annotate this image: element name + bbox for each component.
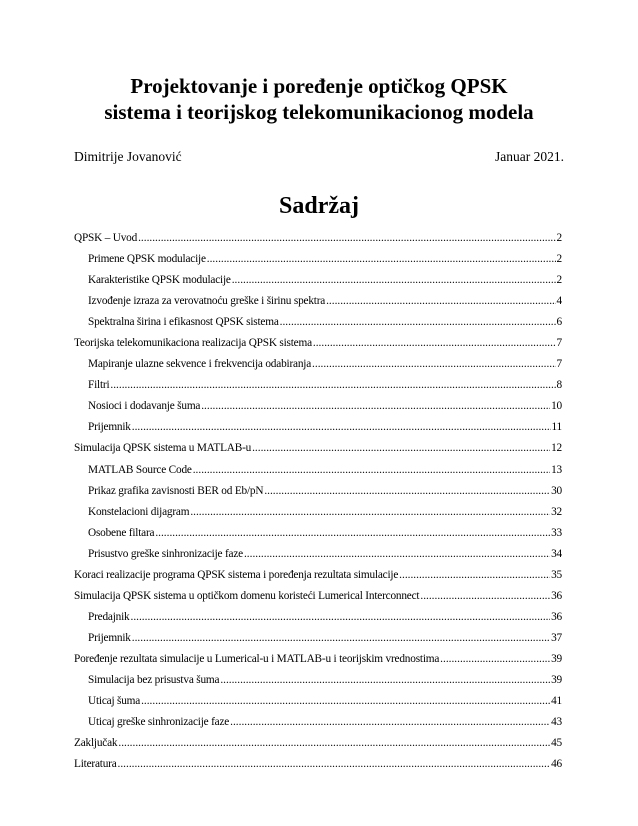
toc-page-number: 2 (556, 253, 562, 266)
dot-leader (131, 611, 551, 623)
toc-entry-title: Koraci realizacije programa QPSK sistema i poređenja rezultata simulacije (74, 568, 399, 581)
toc-subentry[interactable] (74, 695, 562, 716)
document-title (40, 73, 598, 125)
toc-entry-title: Karakteristike QPSK modulacije (88, 274, 231, 287)
toc-subentry[interactable] (74, 295, 562, 316)
toc-entry[interactable] (74, 737, 562, 758)
toc-entry[interactable] (74, 590, 562, 611)
dot-leader (190, 506, 550, 518)
toc-subentry[interactable] (74, 548, 562, 569)
toc-subentry[interactable] (74, 253, 562, 274)
toc-entry[interactable] (74, 569, 562, 590)
toc-page-number: 37 (551, 631, 562, 644)
toc-entry[interactable] (74, 232, 562, 253)
toc-page-number: 6 (556, 316, 562, 329)
toc-page-number: 36 (551, 589, 562, 602)
toc-entry-title: MATLAB Source Code (88, 463, 192, 476)
toc-subentry[interactable] (74, 400, 562, 421)
toc-page-number: 13 (551, 463, 562, 476)
toc-page-number: 46 (551, 758, 562, 771)
toc-entry-title: Teorijska telekomunikaciona realizacija QPSK sistema (74, 337, 312, 350)
dot-leader (326, 295, 555, 307)
toc-subentry[interactable] (74, 316, 562, 337)
toc-page-number: 12 (551, 442, 562, 455)
toc-subentry[interactable] (74, 485, 562, 506)
toc-entry[interactable] (74, 442, 562, 463)
toc-page-number: 43 (551, 716, 562, 729)
toc-subentry[interactable] (74, 421, 562, 442)
dot-leader (207, 253, 556, 265)
toc-entry-title: Nosioci i dodavanje šuma (88, 400, 201, 413)
toc-page-number: 45 (551, 737, 562, 750)
toc-subentry[interactable] (74, 358, 562, 379)
toc-subentry[interactable] (74, 716, 562, 737)
toc-page-number: 10 (551, 400, 562, 413)
toc-entry[interactable] (74, 758, 562, 779)
dot-leader (312, 358, 556, 370)
dot-leader (420, 590, 550, 602)
toc-subentry[interactable] (74, 632, 562, 653)
dot-leader (138, 232, 555, 244)
toc-page-number: 35 (551, 568, 562, 581)
dot-leader (244, 548, 550, 560)
dot-leader (141, 695, 550, 707)
toc-entry-title: Prijemnik (88, 631, 131, 644)
author-name: Dimitrije Jovanović (74, 149, 182, 164)
toc-entry-title: Zaključak (74, 737, 118, 750)
toc-entry-title: QPSK – Uvod (74, 232, 138, 244)
dot-leader (440, 653, 550, 665)
toc-entry-title: Primene QPSK modulacije (88, 253, 206, 266)
dot-leader (110, 379, 555, 391)
toc-page-number: 39 (551, 652, 562, 665)
title-line-2: sistema i teorijskog telekomunikacionog modela (104, 100, 534, 124)
toc-page-number: 7 (556, 337, 562, 350)
toc-page-number: 34 (551, 547, 562, 560)
toc-page-number: 7 (556, 358, 562, 371)
toc-entry-title: Simulacija QPSK sistema u optičkom domenu koristeći Lumerical Interconnect (74, 589, 420, 602)
dot-leader (132, 421, 551, 433)
dot-leader (399, 569, 550, 581)
toc-entry[interactable] (74, 337, 562, 358)
title-line-1: Projektovanje i poređenje optičkog QPSK (130, 74, 508, 98)
toc-entry-title: Literatura (74, 758, 117, 771)
dot-leader (118, 737, 550, 749)
toc-page-number: 36 (551, 610, 562, 623)
toc-entry-title: Prijemnik (88, 421, 131, 434)
dot-leader (252, 442, 550, 454)
toc-page-number: 32 (551, 505, 562, 518)
toc-entry-title: Uticaj šuma (88, 695, 141, 708)
toc-entry-title: Predajnik (88, 610, 130, 623)
dot-leader (193, 464, 550, 476)
toc-heading: Sadržaj (279, 193, 359, 219)
toc-page-number: 8 (556, 379, 562, 392)
toc-page-number: 2 (556, 274, 562, 287)
toc-entry-title: Simulacija QPSK sistema u MATLAB-u (74, 442, 252, 455)
toc-entry-title: Osobene filtara (88, 526, 155, 539)
toc-subentry[interactable] (74, 274, 562, 295)
toc-page-number: 11 (551, 421, 562, 434)
toc-entry[interactable] (74, 653, 562, 674)
toc-entry-title: Izvođenje izraza za verovatnoću greške i širinu spektra (88, 295, 326, 308)
toc-entry-title: Poređenje rezultata simulacije u Lumerical-u i MATLAB-u i teorijskim vrednostima (74, 652, 440, 665)
toc-page-number: 39 (551, 673, 562, 686)
dot-leader (232, 274, 556, 286)
toc-subentry[interactable] (74, 506, 562, 527)
toc-entry-title: Simulacija bez prisustva šuma (88, 673, 220, 686)
dot-leader (201, 400, 550, 412)
dot-leader (132, 632, 550, 644)
toc-entry-title: Konstelacioni dijagram (88, 505, 190, 518)
toc-page-number: 33 (551, 526, 562, 539)
document-date: Januar 2021. (495, 149, 564, 164)
dot-leader (280, 316, 556, 328)
toc-subentry[interactable] (74, 611, 562, 632)
dot-leader (155, 527, 550, 539)
toc-subentry[interactable] (74, 379, 562, 400)
toc-subentry[interactable] (74, 674, 562, 695)
toc-page-number: 4 (556, 295, 562, 308)
table-of-contents (74, 232, 562, 779)
toc-entry-title: Mapiranje ulazne sekvence i frekvencija odabiranja (88, 358, 312, 371)
toc-page-number: 30 (551, 484, 562, 497)
toc-entry-title: Uticaj greške sinhronizacije faze (88, 716, 230, 729)
dot-leader (118, 758, 551, 770)
toc-subentry[interactable] (74, 527, 562, 548)
dot-leader (220, 674, 550, 686)
toc-page-number: 2 (556, 232, 562, 244)
toc-entry-title: Prisustvo greške sinhronizacije faze (88, 547, 243, 560)
toc-entry-title: Prikaz grafika zavisnosti BER od Eb/pN (88, 484, 264, 497)
toc-entry-title: Spektralna širina i efikasnost QPSK sistema (88, 316, 279, 329)
dot-leader (313, 337, 556, 349)
toc-subentry[interactable] (74, 464, 562, 485)
dot-leader (264, 485, 550, 497)
dot-leader (230, 716, 550, 728)
toc-entry-title: Filtri (88, 379, 110, 392)
toc-page-number: 41 (551, 695, 562, 708)
